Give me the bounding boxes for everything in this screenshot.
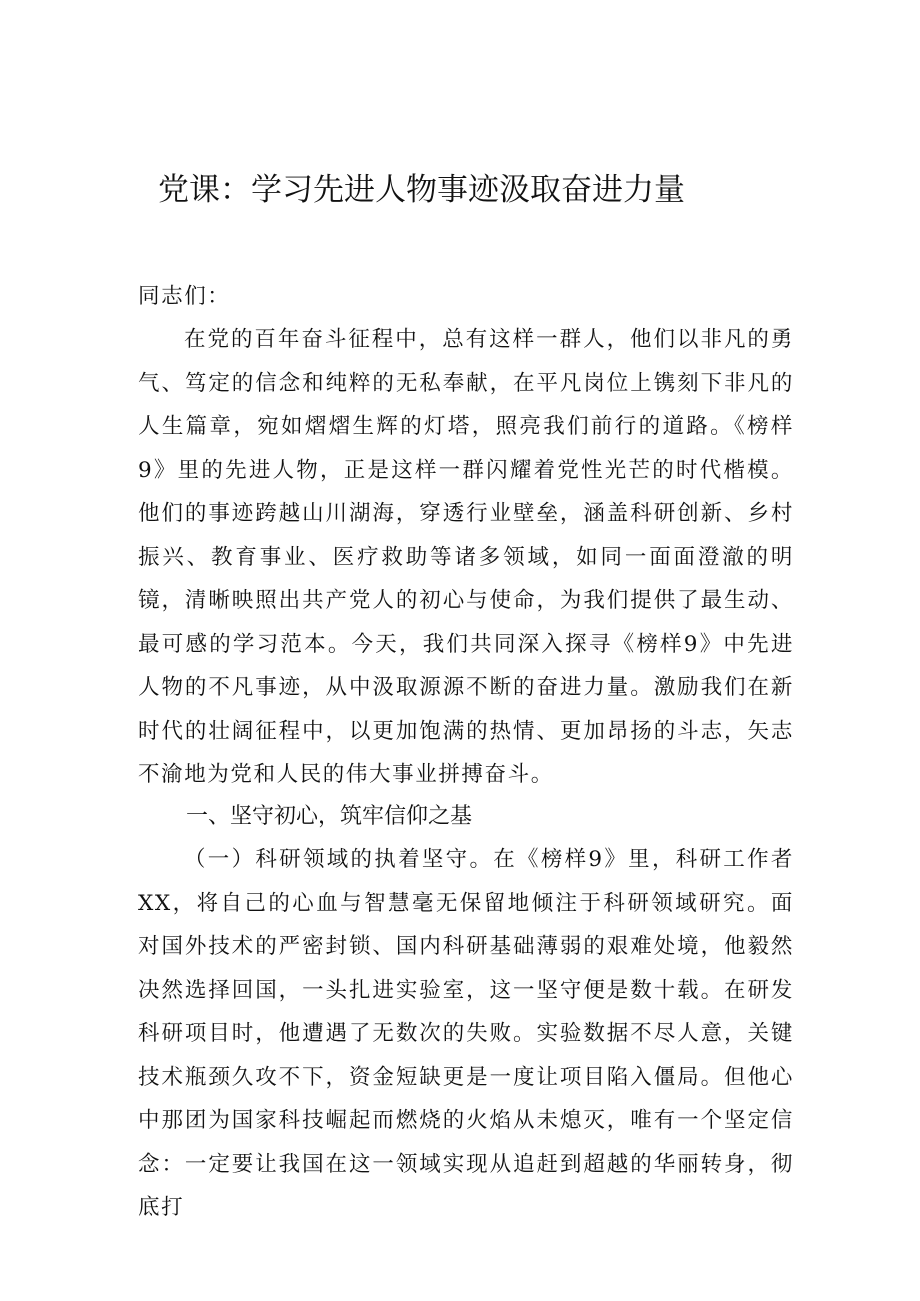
salutation: 同志们： [138,284,231,309]
section-heading-1: 一、坚守初心，筑牢信仰之基 [186,804,473,829]
section-1-paragraph-1: （一）科研领域的执着坚守。在《榜样9》里，科研工作者XX，将自己的心血与智慧毫无保留地倾注于科研领域研究。面对国外技术的严密封锁、国内科研基础薄弱的艰难处境，他毅然决然选择回国，一头扎进实验室，这一坚守便是数十载。在研发科研项目时，他遭遇了无数次的失败。实验数据不尽人意，关键技术瓶颈久攻不下，资金短缺更是一度让项目陷入僵局。但他心中那团为国家科技崛起而燃烧的火焰从未熄灭，唯有一个坚定信念：一定要让我国在这一领域实现从追赶到超越的华丽转身，彻底打 [138,847,794,1220]
document-title: 党课：学习先进人物事迹汲取奋进力量 [158,172,685,208]
intro-paragraph: 在党的百年奋斗征程中，总有这样一群人，他们以非凡的勇气、笃定的信念和纯粹的无私奉献，在平凡岗位上镌刻下非凡的人生篇章，宛如熠熠生辉的灯塔，照亮我们前行的道路。《榜样9》里的先进人物，正是这样一群闪耀着党性光芒的时代楷模。他们的事迹跨越山川湖海，穿透行业壁垒，涵盖科研创新、乡村振兴、教育事业、医疗救助等诸多领域，如同一面面澄澈的明镜，清晰映照出共产党人的初心与使命，为我们提供了最生动、最可感的学习范本。今天，我们共同深入探寻《榜样9》中先进人物的不凡事迹，从中汲取源源不断的奋进力量。激励我们在新时代的壮阔征程中，以更加饱满的热情、更加昂扬的斗志，矢志不渝地为党和人民的伟大事业拼搏奋斗。 [138,327,794,787]
